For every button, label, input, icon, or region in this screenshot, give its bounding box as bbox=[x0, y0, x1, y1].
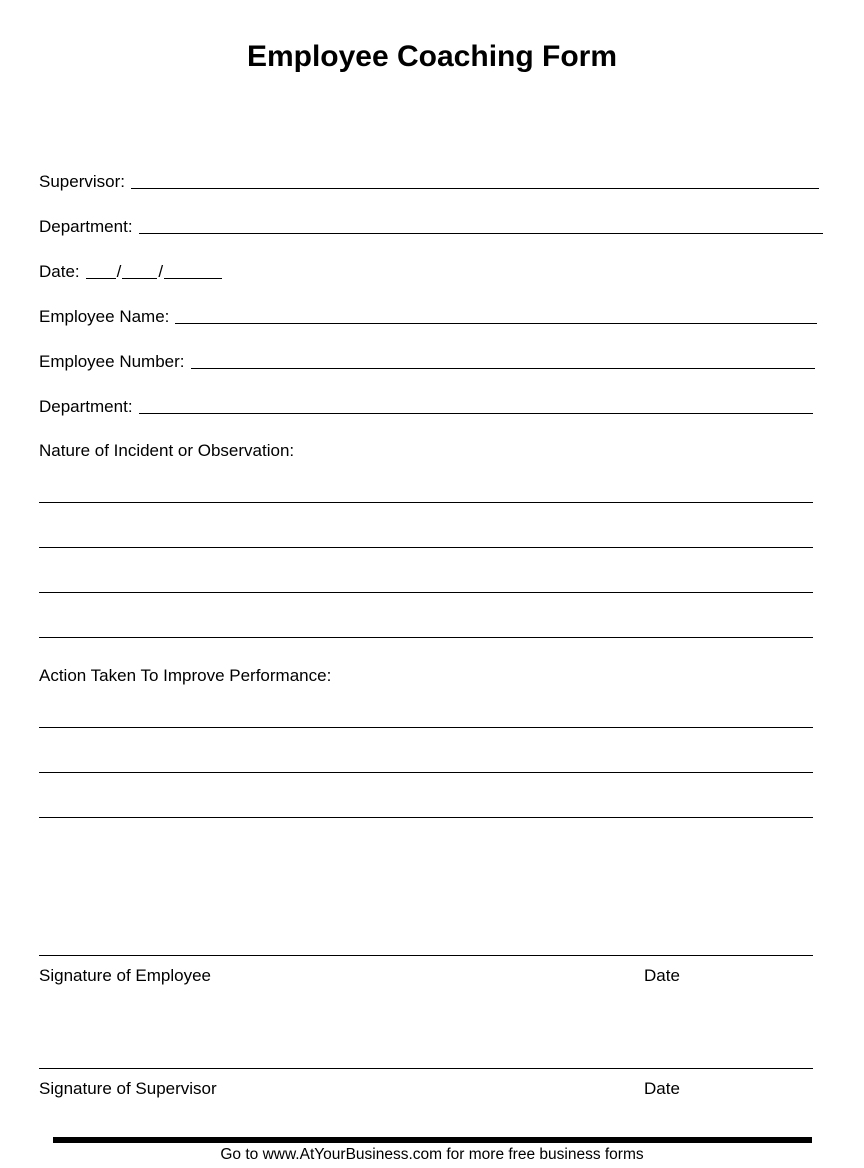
department-line-1[interactable] bbox=[139, 233, 823, 234]
employee-name-label: Employee Name: bbox=[39, 307, 170, 326]
employee-number-label: Employee Number: bbox=[39, 352, 185, 371]
employee-number-field[interactable] bbox=[39, 348, 815, 372]
department-field-1[interactable] bbox=[39, 213, 823, 237]
action-section-label: Action Taken To Improve Performance: bbox=[39, 666, 332, 685]
page-title: Employee Coaching Form bbox=[246, 40, 618, 73]
department-line-2[interactable] bbox=[139, 413, 813, 414]
date-day-line[interactable] bbox=[122, 278, 157, 279]
incident-line-1[interactable] bbox=[39, 502, 813, 503]
incident-line-4[interactable] bbox=[39, 637, 813, 638]
action-line-1[interactable] bbox=[39, 727, 813, 728]
supervisor-label: Supervisor: bbox=[39, 172, 125, 191]
employee-number-line[interactable] bbox=[191, 368, 815, 369]
incident-line-3[interactable] bbox=[39, 592, 813, 593]
employee-date-label: Date bbox=[644, 966, 680, 985]
supervisor-signature-label: Signature of Supervisor bbox=[39, 1079, 217, 1098]
supervisor-field[interactable] bbox=[39, 168, 819, 192]
action-line-2[interactable] bbox=[39, 772, 813, 773]
supervisor-signature-line[interactable] bbox=[39, 1068, 813, 1069]
department-label-1: Department: bbox=[39, 217, 133, 236]
date-field[interactable] bbox=[39, 258, 222, 282]
date-separator-1: / bbox=[116, 262, 122, 281]
incident-section-label: Nature of Incident or Observation: bbox=[39, 441, 295, 460]
employee-name-field[interactable] bbox=[39, 303, 817, 327]
footer-divider bbox=[53, 1137, 812, 1143]
footer-text: Go to www.AtYourBusiness.com for more free business forms bbox=[220, 1146, 644, 1163]
incident-line-2[interactable] bbox=[39, 547, 813, 548]
date-year-line[interactable] bbox=[164, 278, 222, 279]
employee-name-line[interactable] bbox=[175, 323, 817, 324]
date-separator-2: / bbox=[158, 262, 164, 281]
department-field-2[interactable] bbox=[39, 393, 813, 417]
department-label-2: Department: bbox=[39, 397, 133, 416]
supervisor-line[interactable] bbox=[131, 188, 819, 189]
date-label-top: Date: bbox=[39, 262, 80, 281]
supervisor-date-label: Date bbox=[644, 1079, 680, 1098]
employee-signature-line[interactable] bbox=[39, 955, 813, 956]
action-line-3[interactable] bbox=[39, 817, 813, 818]
date-month-line[interactable] bbox=[86, 278, 116, 279]
employee-signature-label: Signature of Employee bbox=[39, 966, 211, 985]
